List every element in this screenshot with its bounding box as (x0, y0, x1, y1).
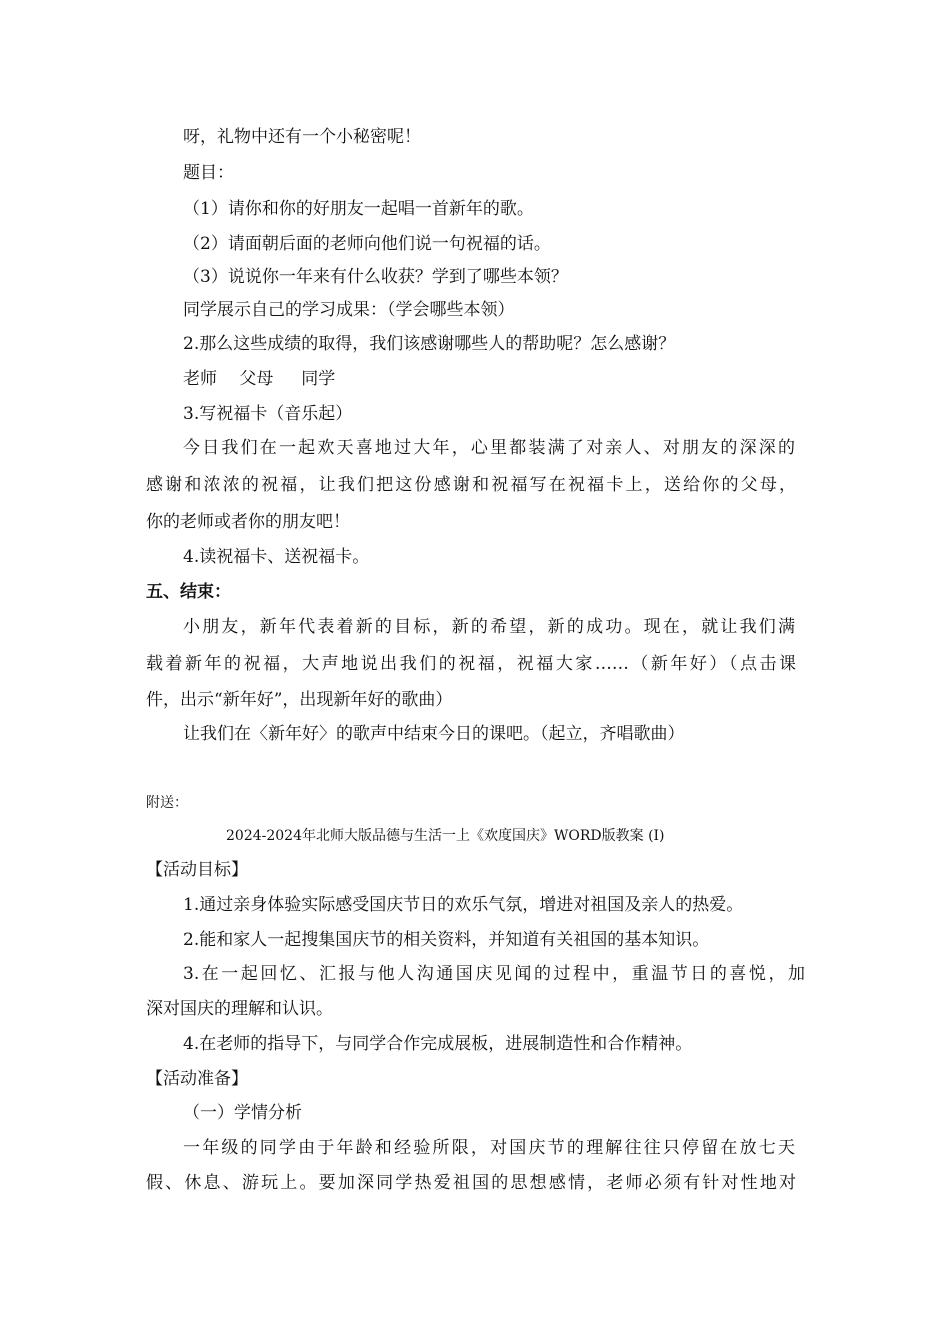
paragraph-line: 一年级的同学由于年龄和经验所限，对国庆节的理解往往只停留在放七天 (183, 1138, 795, 1158)
paragraph-line: 1.通过亲身体验实际感受国庆节日的欢乐气氛，增进对祖国及亲人的热爱。 (183, 895, 744, 915)
paragraph-line: 2.能和家人一起搜集国庆节的相关资料，并知道有关祖国的基本知识。 (183, 930, 710, 950)
section-heading: 五、结束： (146, 582, 231, 602)
paragraph-line: 小朋友，新年代表着新的目标，新的希望，新的成功。现在，就让我们满 (183, 617, 795, 637)
section-heading: 【活动目标】 (146, 860, 248, 880)
paragraph-line: 老师 父母 同学 (183, 369, 336, 389)
paragraph-line: 感谢和浓浓的祝福，让我们把这份感谢和祝福写在祝福卡上，送给你的父母， (146, 475, 796, 495)
paragraph-line: 2.那么这些成绩的取得，我们该感谢哪些人的帮助呢？怎么感谢？ (183, 334, 676, 354)
question-item: （1）请你和你的好朋友一起唱一首新年的歌。 (183, 199, 534, 219)
appendix-label: 附送： (146, 795, 188, 811)
paragraph-line: 3.写祝福卡（音乐起） (183, 404, 353, 424)
paragraph-line: 载着新年的祝福，大声地说出我们的祝福，祝福大家……（新年好）（点击课 (146, 654, 796, 674)
paragraph-line: 4.读祝福卡、送祝福卡。 (183, 547, 370, 567)
section-heading: 【活动准备】 (146, 1069, 248, 1089)
paragraph-line: 题目： (183, 163, 234, 183)
paragraph-line: 呀，礼物中还有一个小秘密呢！ (183, 127, 421, 147)
subsection-heading: （一）学情分析 (183, 1103, 302, 1123)
paragraph-line: 深对国庆的理解和认识。 (146, 999, 333, 1019)
question-item: （3）说说你一年来有什么收获？学到了哪些本领？ (183, 267, 568, 287)
paragraph-line: 同学展示自己的学习成果：（学会哪些本领） (183, 300, 515, 320)
paragraph-line: 假、休息、游玩上。要加深同学热爱祖国的思想感情，老师必须有针对性地对 (146, 1173, 796, 1193)
paragraph-line: 今日我们在一起欢天喜地过大年，心里都装满了对亲人、对朋友的深深的 (183, 438, 795, 458)
question-item: （2）请面朝后面的老师向他们说一句祝福的话。 (183, 234, 551, 254)
paragraph-line: 3.在一起回忆、汇报与他人沟通国庆见闻的过程中，重温节日的喜悦，加 (183, 964, 805, 984)
paragraph-line: 4.在老师的指导下，与同学合作完成展板，进展制造性和合作精神。 (183, 1034, 693, 1054)
paragraph-line: 件，出示“新年好”，出现新年好的歌曲） (146, 690, 453, 710)
paragraph-line: 你的老师或者你的朋友吧！ (146, 512, 350, 532)
appendix-title: 2024-2024年北师大版品德与生活一上《欢度国庆》WORD版教案 (I) (226, 828, 665, 844)
paragraph-line: 让我们在〈新年好〉的歌声中结束今日的课吧。（起立，齐唱歌曲） (183, 724, 685, 744)
